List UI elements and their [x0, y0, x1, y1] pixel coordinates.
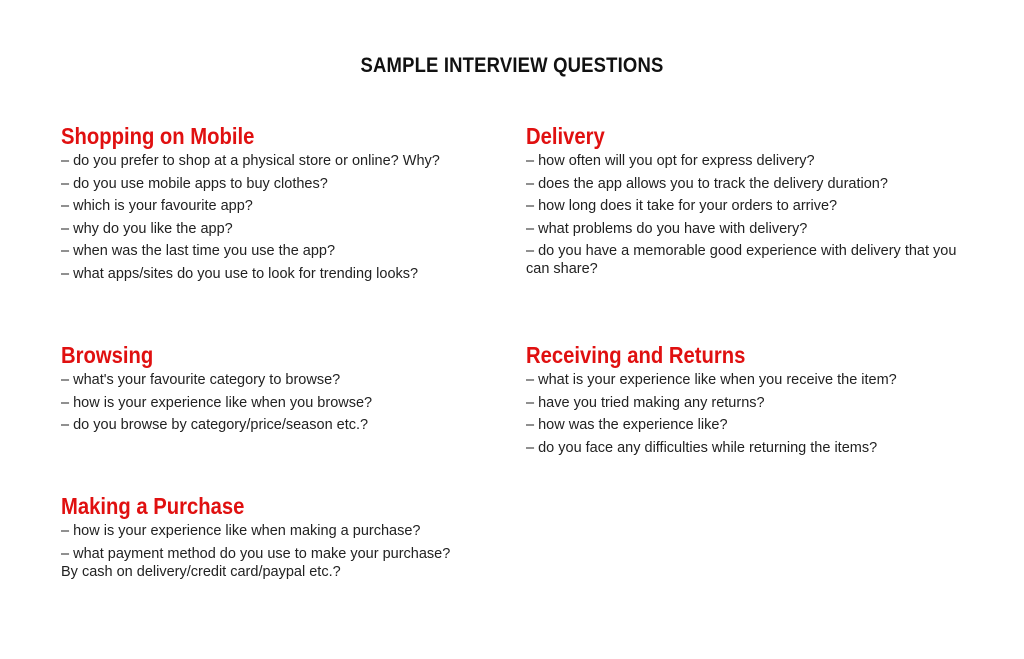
page-title: SAMPLE INTERVIEW QUESTIONS — [360, 54, 664, 77]
question-item: – do you have a memorable good experience with delivery that you can share? — [526, 243, 957, 277]
question-item: – how often will you opt for express delivery? — [526, 153, 815, 169]
section-making-a-purchase — [61, 492, 461, 585]
section-shopping-on-mobile — [61, 122, 501, 287]
question-item: – do you browse by category/price/season etc.? — [61, 417, 369, 433]
question-list — [61, 371, 501, 434]
question-item: – how was the experience like? — [526, 417, 728, 433]
question-list — [61, 152, 501, 283]
question-item: – how long does it take for your orders to arrive? — [526, 198, 838, 214]
section-heading: Delivery — [526, 123, 605, 149]
question-item: – does the app allows you to track the delivery duration? — [526, 175, 888, 192]
question-item: – what problems do you have with delivery? — [526, 220, 808, 237]
question-list — [526, 152, 966, 278]
section-heading: Receiving and Returns — [526, 342, 746, 368]
question-item: – do you prefer to shop at a physical store or online? Why? — [61, 153, 440, 169]
question-item: – what is your experience like when you receive the item? — [526, 372, 897, 388]
question-item: – do you face any difficulties while returning the items? — [526, 439, 878, 456]
question-list — [526, 371, 966, 457]
question-item: – why do you like the app? — [61, 220, 233, 237]
section-receiving-and-returns — [526, 341, 966, 461]
section-delivery — [526, 122, 966, 283]
question-item: – how is your experience like when making a purchase? — [61, 523, 421, 539]
question-item: – what payment method do you use to make your purchase? By cash on delivery/credit card/paypal etc.? — [61, 545, 451, 580]
question-item: – which is your favourite app? — [61, 198, 253, 214]
section-heading: Shopping on Mobile — [61, 123, 255, 149]
question-item: – what apps/sites do you use to look for trending looks? — [61, 265, 419, 282]
question-item: – have you tried making any returns? — [526, 394, 765, 411]
question-item: – when was the last time you use the app? — [61, 243, 336, 259]
section-heading: Making a Purchase — [61, 493, 245, 519]
question-item: – how is your experience like when you browse? — [61, 394, 373, 411]
question-item: – what's your favourite category to browse? — [61, 372, 341, 388]
section-heading: Browsing — [61, 342, 154, 368]
question-list — [61, 522, 461, 581]
section-browsing — [61, 341, 501, 439]
question-item: – do you use mobile apps to buy clothes? — [61, 175, 328, 192]
